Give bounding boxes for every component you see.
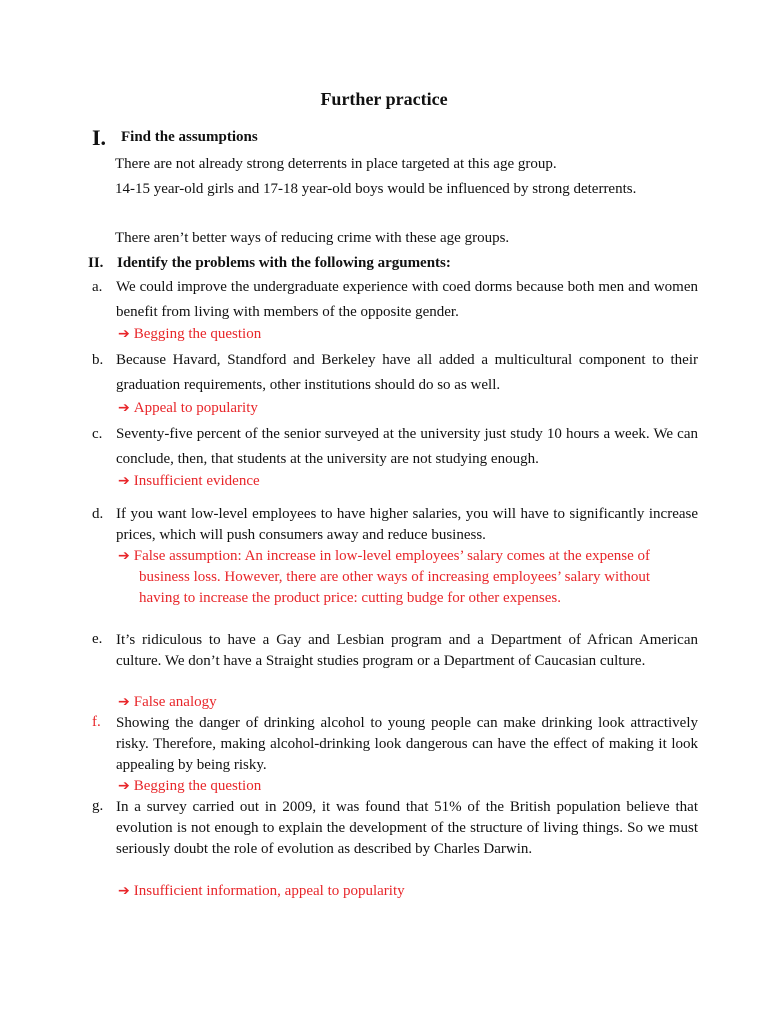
answer-text-e: False analogy [133, 694, 217, 710]
right-arrow-icon: ➔ [118, 883, 130, 899]
item-marker-b: b. [92, 352, 104, 368]
answer-text-b: Appeal to popularity [133, 400, 258, 416]
answer-f [118, 776, 678, 797]
item-marker-e: e. [92, 631, 103, 647]
item-marker-a: a. [92, 279, 103, 295]
argument-text-f: Showing the danger of drinking alcohol to young people can make drinking look attractively risky. Therefore, making alcohol-drinking look dangerous can have the effect of making it look appealing by being risky. [116, 715, 698, 773]
item-marker-g: g. [92, 798, 104, 814]
assumption-line-1: There are not already strong deterrents in place targeted at this age group. [115, 156, 557, 172]
argument-text-d: If you want low-level employees to have higher salaries, you will have to significantly increase prices, which will push consumers away and reduce business. [116, 506, 698, 543]
answer-c [118, 473, 678, 490]
argument-text-c: Seventy-five percent of the senior surveyed at the university just study 10 hours a week. We can conclude, then, that students at the university are not studying enough. [116, 426, 698, 467]
answer-text-f: Begging the question [133, 778, 262, 794]
section-2-number: II. [88, 255, 104, 271]
answer-g [118, 881, 678, 902]
answer-text-c: Insufficient evidence [133, 473, 260, 489]
page-title: Further practice [320, 89, 448, 109]
item-marker-f: f. [92, 714, 101, 730]
assumption-line-3: There aren’t better ways of reducing crime with these age groups. [115, 230, 510, 246]
right-arrow-icon: ➔ [118, 400, 130, 416]
assumption-line-2: 14-15 year-old girls and 17-18 year-old boys would be influenced by strong deterrents. [115, 181, 637, 197]
section-1-heading: Find the assumptions [121, 129, 258, 145]
answer-e [118, 692, 678, 713]
answer-a [118, 326, 678, 343]
argument-text-b: Because Havard, Standford and Berkeley have all added a multicultural component to their graduation requirements, other institutions should do so as well. [116, 352, 698, 393]
item-marker-c: c. [92, 426, 103, 442]
argument-text-a: We could improve the undergraduate experience with coed dorms because both men and women benefit from living with members of the opposite gender. [116, 279, 698, 320]
answer-d [118, 546, 678, 609]
answer-text-a: Begging the question [133, 326, 262, 342]
argument-text-e: It’s ridiculous to have a Gay and Lesbian program and a Department of African American culture. We don’t have a Straight studies program or a Department of Caucasian culture. [116, 632, 698, 669]
argument-text-g: In a survey carried out in 2009, it was found that 51% of the British population believe that evolution is not enough to explain the development of the structure of living things. So we must seriously doubt the role of evolution as described by Charles Darwin. [116, 799, 698, 857]
section-1-number: I. [92, 125, 107, 150]
section-2-heading: Identify the problems with the following arguments: [117, 255, 451, 271]
right-arrow-icon: ➔ [118, 694, 130, 710]
item-marker-d: d. [92, 506, 104, 522]
right-arrow-icon: ➔ [118, 778, 130, 794]
answer-text-d: False assumption: An increase in low-level employees’ salary comes at the expense of business loss. However, there are other ways of increasing employees’ salary without having to increase the product price: cutting budge for other expenses. [133, 548, 651, 606]
right-arrow-icon: ➔ [118, 326, 130, 342]
right-arrow-icon: ➔ [118, 548, 130, 564]
right-arrow-icon: ➔ [118, 473, 130, 489]
answer-text-g: Insufficient information, appeal to popularity [133, 883, 405, 899]
answer-b [118, 400, 678, 417]
